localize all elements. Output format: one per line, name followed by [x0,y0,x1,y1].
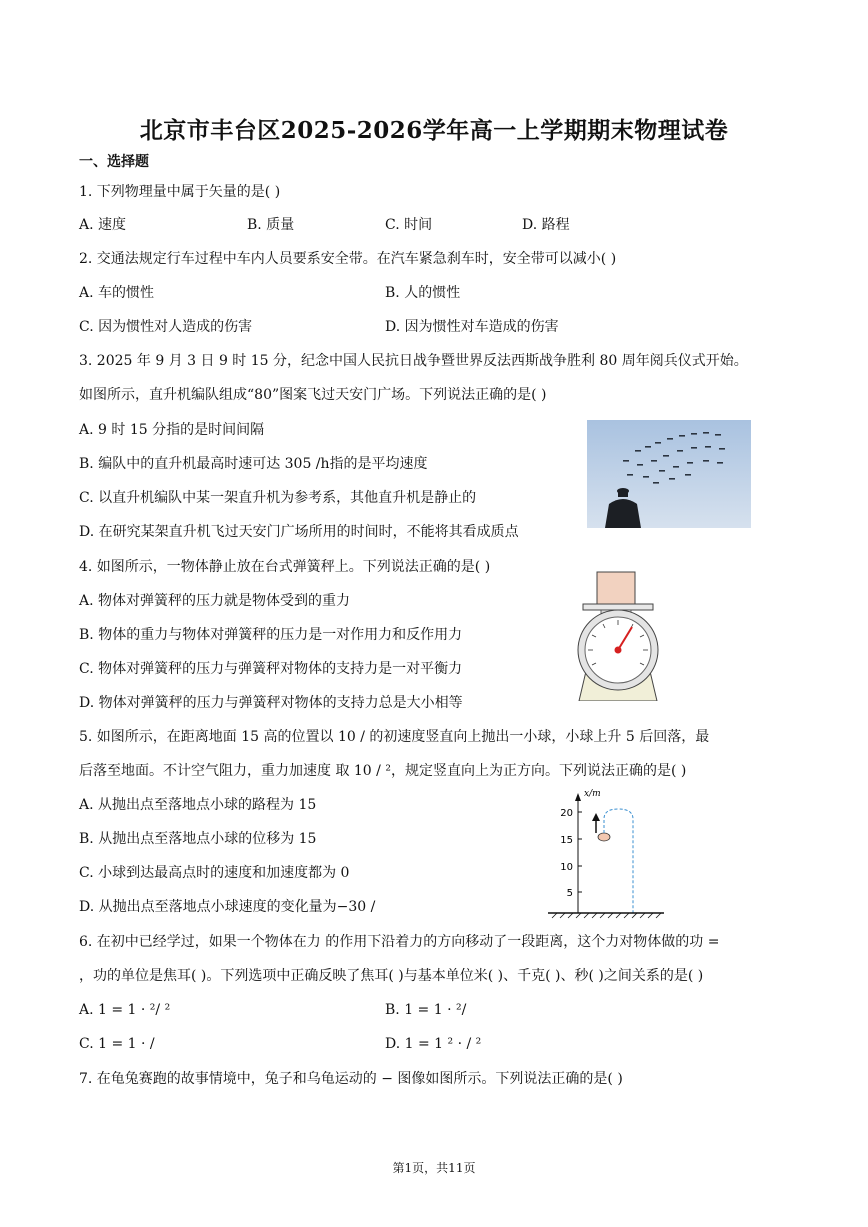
q6-option-c: C. 1 = 1 · / [79,1036,155,1052]
question-3-stem-line-1: 3. 2025 年 9 月 3 日 9 时 15 分，纪念中国人民抗日战争暨世界反法西斯战争胜利 80 周年阅兵仪式开始。 [79,353,748,369]
question-1-stem: 1. 下列物理量中属于矢量的是( ) [79,184,281,200]
q4-option-c: C. 物体对弹簧秤的压力与弹簧秤对物体的支持力是一对平衡力 [79,661,463,677]
question-7-stem: 7. 在龟兔赛跑的故事情境中，兔子和乌龟运动的 − 图像如图所示。下列说法正确的是( ) [79,1071,623,1087]
page-title: 北京市丰台区2025-2026学年高一上学期期末物理试卷 [139,117,729,144]
q4-option-b: B. 物体的重力与物体对弹簧秤的压力是一对作用力和反作用力 [79,627,463,643]
question-6-stem-line-1: 6. 在初中已经学过，如果一个物体在力 的作用下沿着力的方向移动了一段距离，这个力对物体做的功 = [79,934,720,950]
q1-option-c: C. 时间 [385,217,433,233]
q3-option-c: C. 以直升机编队中某一架直升机为参考系，其他直升机是静止的 [79,490,477,506]
q3-option-a: A. 9 时 15 分指的是时间间隔 [79,422,265,438]
q6-option-b: B. 1 = 1 · ²/ [385,1002,467,1018]
platform-spring-scale-figure [573,571,663,701]
tick-label: 15 [560,835,573,846]
q1-option-d: D. 路程 [522,217,570,233]
q2-option-b: B. 人的惯性 [385,285,461,301]
q5-option-c: C. 小球到达最高点时的速度和加速度都为 0 [79,865,350,881]
q4-option-d: D. 物体对弹簧秤的压力与弹簧秤对物体的支持力总是大小相等 [79,695,463,711]
q5-option-d: D. 从抛出点至落地点小球速度的变化量为−30 / [79,899,376,915]
tick-label: 5 [566,888,573,899]
q4-option-a: A. 物体对弹簧秤的压力就是物体受到的重力 [79,593,351,609]
q2-option-c: C. 因为惯性对人造成的伤害 [79,319,253,335]
page-footer: 第1页，共11页 [392,1161,476,1175]
q6-option-a: A. 1 = 1 · ²/ ² [79,1002,171,1018]
q6-option-d: D. 1 = 1 ² · / ² [385,1036,482,1052]
tick-label: 10 [560,862,573,873]
q2-option-d: D. 因为惯性对车造成的伤害 [385,319,559,335]
question-5-stem-line-2: 后落至地面。不计空气阻力，重力加速度 取 10 / ²，规定竖直向上为正方向。下列说法正确的是( ) [79,763,687,779]
question-6-stem-line-2: ，功的单位是焦耳( )。下列选项中正确反映了焦耳( )与基本单位米( )、千克( )、秒( )之间关系的是( ) [79,968,704,984]
question-2-stem: 2. 交通法规定行车过程中车内人员要系安全带。在汽车紧急刹车时，安全带可以减小( ) [79,251,617,267]
q5-option-a: A. 从抛出点至落地点小球的路程为 15 [79,797,317,813]
q3-option-d: D. 在研究某架直升机飞过天安门广场所用的时间时，不能将其看成质点 [79,524,519,540]
question-5-stem-line-1: 5. 如图所示，在距离地面 15 高的位置以 10 / 的初速度竖直向上抛出一小球，小球上升 5 后回落，最 [79,729,710,745]
helicopter-formation-photo [587,420,751,528]
question-3-stem-line-2: 如图所示，直升机编队组成“80”图案飞过天安门广场。下列说法正确的是( ) [79,387,547,403]
projectile-height-figure [544,785,666,920]
q2-option-a: A. 车的惯性 [79,285,155,301]
y-axis-label: x/m [584,789,601,799]
q1-option-b: B. 质量 [247,217,295,233]
q3-option-b: B. 编队中的直升机最高时速可达 305 /h指的是平均速度 [79,456,428,472]
tick-label: 20 [560,808,573,819]
q5-option-b: B. 从抛出点至落地点小球的位移为 15 [79,831,317,847]
question-4-stem: 4. 如图所示，一物体静止放在台式弹簧秤上。下列说法正确的是( ) [79,559,491,575]
section-heading: 一、选择题 [79,154,149,170]
q1-option-a: A. 速度 [79,217,127,233]
